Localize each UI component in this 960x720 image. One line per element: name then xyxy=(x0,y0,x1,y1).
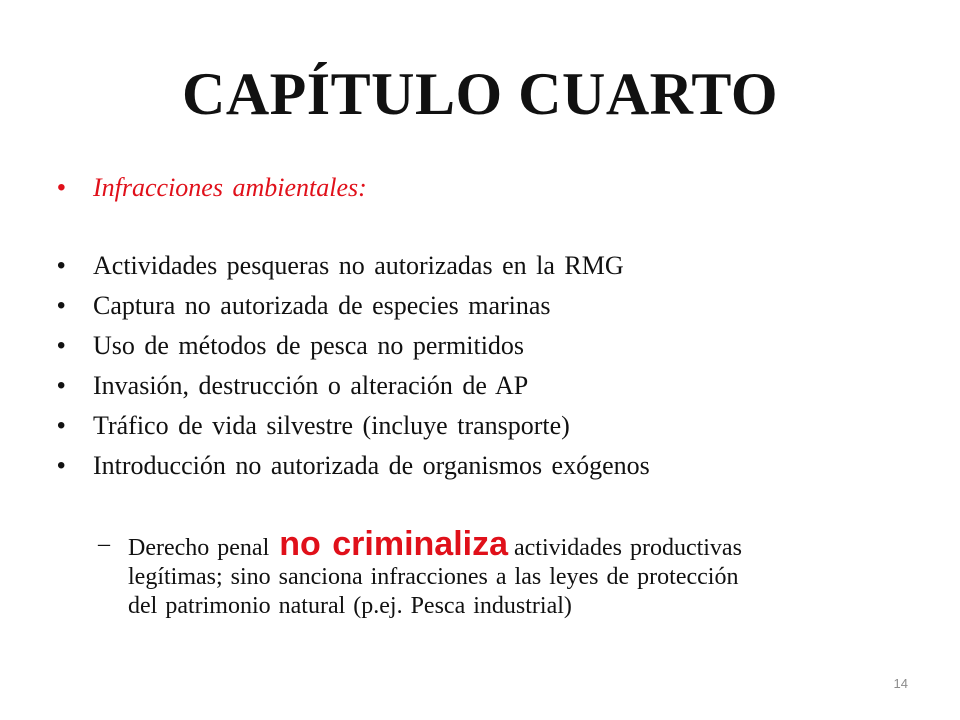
list-item-text: Invasión, destrucción o alteración de AP xyxy=(93,371,529,400)
page-number: 14 xyxy=(893,676,908,691)
list-item-text: Uso de métodos de pesca no permitidos xyxy=(93,331,525,360)
sub-point-line-3: del patrimonio natural (p.ej. Pesca industrial) xyxy=(128,593,572,619)
sub-point xyxy=(98,525,888,621)
sub-point-line-1 xyxy=(128,525,888,563)
list-item xyxy=(56,406,916,446)
sub-point-line-2: legítimas; sino sanciona infracciones a las leyes de protección xyxy=(128,564,739,590)
bullet-dot: • xyxy=(57,452,66,479)
list-item-text: Introducción no autorizada de organismos exógenos xyxy=(93,451,650,480)
list-item xyxy=(56,446,916,486)
list-item-text: Captura no autorizada de especies marinas xyxy=(93,291,551,320)
bullet-list xyxy=(56,168,916,486)
list-item xyxy=(56,366,916,406)
list-item-text: Actividades pesqueras no autorizadas en la RMG xyxy=(93,251,624,280)
bullet-dot: • xyxy=(57,252,66,279)
list-item-text: Tráfico de vida silvestre (incluye transporte) xyxy=(93,411,570,440)
sub-point-prefix: Derecho penal xyxy=(128,535,270,561)
list-item xyxy=(56,326,916,366)
heading-bullet-text: Infracciones ambientales: xyxy=(93,173,367,202)
list-item xyxy=(56,286,916,326)
sub-point-emphasis: no criminaliza xyxy=(279,525,508,563)
heading-bullet xyxy=(56,168,916,208)
bullet-dot: • xyxy=(57,292,66,319)
sub-point-dash: – xyxy=(98,531,110,557)
bullet-dot: • xyxy=(57,372,66,399)
sub-point-suffix: actividades productivas xyxy=(514,535,742,561)
bullet-dot: • xyxy=(57,412,66,439)
bullet-dot: • xyxy=(57,174,66,201)
bullet-dot: • xyxy=(57,332,66,359)
slide-title: CAPÍTULO CUARTO xyxy=(181,61,778,127)
list-item xyxy=(56,246,916,286)
list-spacer xyxy=(56,208,916,246)
